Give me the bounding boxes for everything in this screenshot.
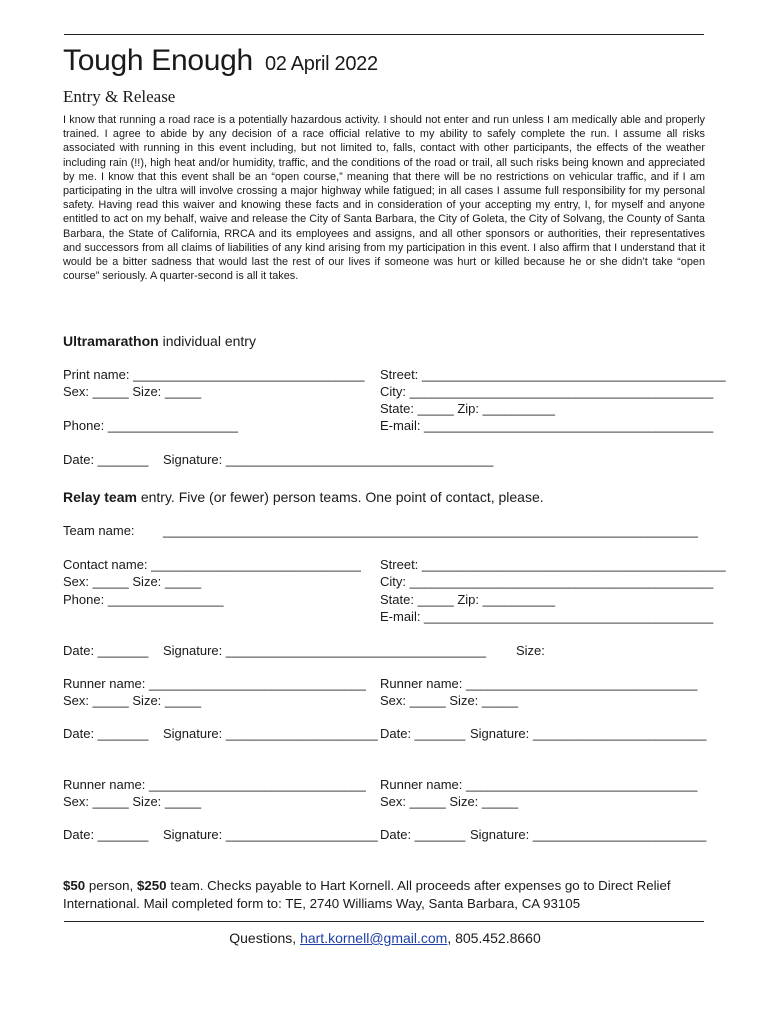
ultra-heading-bold: Ultramarathon — [63, 333, 159, 349]
runner-4-signature-field[interactable]: Signature: ________________________ — [470, 827, 707, 842]
bottom-rule — [64, 921, 704, 922]
contact-phone: , 805.452.8660 — [447, 930, 541, 946]
ultra-print-name-field[interactable]: Print name: ________________________________ — [63, 367, 365, 382]
questions-prefix: Questions, — [229, 930, 301, 946]
ultra-heading — [63, 333, 256, 349]
ultra-heading-rest: individual entry — [158, 333, 256, 349]
form-subtitle: Entry & Release — [63, 87, 176, 106]
price-person: $50 — [63, 878, 86, 893]
team-name-label: Team name: — [63, 523, 135, 538]
relay-heading-rest: entry. Five (or fewer) person teams. One point of contact, please. — [136, 489, 544, 505]
ultra-email-field[interactable]: E-mail: ________________________________________ — [380, 418, 714, 433]
runner-1-name-field[interactable]: Runner name: ______________________________ — [63, 676, 366, 691]
runner-4-name-field[interactable]: Runner name: ________________________________ — [380, 777, 698, 792]
ultra-city-field[interactable]: City: __________________________________________ — [380, 384, 714, 399]
team-name-field[interactable]: __________________________________________________________________________ — [163, 523, 699, 538]
price-team: $250 — [136, 878, 167, 893]
contact-name-field[interactable]: Contact name: _____________________________ — [63, 557, 361, 572]
runner-2-date-field[interactable]: Date: _______ — [380, 726, 466, 741]
runner-2-name-field[interactable]: Runner name: ________________________________ — [380, 676, 698, 691]
questions-line — [0, 930, 770, 946]
relay-email-field[interactable]: E-mail: ________________________________________ — [380, 609, 714, 624]
relay-size-label: Size: — [516, 643, 545, 658]
runner-2-sex-size-field[interactable]: Sex: _____ Size: _____ — [380, 693, 519, 708]
runner-2-signature-field[interactable]: Signature: ________________________ — [470, 726, 707, 741]
relay-state-zip-field[interactable]: State: _____ Zip: __________ — [380, 592, 555, 607]
runner-1-signature-field[interactable]: Signature: _____________________ — [163, 726, 378, 741]
ultra-state-zip-field[interactable]: State: _____ Zip: __________ — [380, 401, 555, 416]
ultra-sex-size-field[interactable]: Sex: _____ Size: _____ — [63, 384, 202, 399]
runner-3-name-field[interactable]: Runner name: ______________________________ — [63, 777, 366, 792]
waiver-text: I know that running a road race is a potentially hazardous activity. I should not enter and run unless I am medically able and properly trained. I agree to abide by any decision of a race official relative to my ability to safely complete the run. I assume all risks associated with running in this event including, but not limited to, falls, contact with other participants, the effects of the weather including rain (!!), high heat and/or humidity, traffic, and the conditions of the road or trail, all such risks being known and appreciated by me. I know that this event shall be an “open course,” meaning that there will be no restrictions on vehicular traffic, and if I am participating in the ultra will involve crossing a major highway while fatigued; in all cases I assume full responsibility for my personal safety. Having read this waiver and knowing these facts and in consideration of your accepting my entry, I, for myself and anyone entitled to act on my behalf, waive and release the City of Santa Barbara, the City of Goleta, the City of Solvang, the County of Santa Barbara, the State of California, RRCA and its employees and assigns, and all other sponsors or authorities, their representatives and successors from all claims of liabilities of any kind arising from my participation in this event. I also affirm that I understand that it would be a bitter sadness that would last the rest of our lives if someone was hurt or killed because he or she didn’t take “open course” seriously. A quarter-second is all it takes. — [63, 114, 705, 283]
ultra-street-field[interactable]: Street: __________________________________________ — [380, 367, 726, 382]
relay-signature-field[interactable]: Signature: ____________________________________ — [163, 643, 487, 658]
ultra-date-field[interactable]: Date: _______ — [63, 452, 149, 467]
top-rule — [64, 34, 704, 35]
relay-date-field[interactable]: Date: _______ — [63, 643, 149, 658]
event-date: 02 April 2022 — [264, 53, 378, 75]
relay-heading — [63, 489, 544, 505]
runner-4-sex-size-field[interactable]: Sex: _____ Size: _____ — [380, 794, 519, 809]
runner-3-date-field[interactable]: Date: _______ — [63, 827, 149, 842]
contact-phone-field[interactable]: Phone: ________________ — [63, 592, 224, 607]
relay-city-field[interactable]: City: __________________________________________ — [380, 574, 714, 589]
title-text: Tough Enough — [63, 44, 253, 77]
ultra-signature-field[interactable]: Signature: _____________________________________ — [163, 452, 494, 467]
payment-details: team. Checks payable to Hart Kornell. All proceeds after expenses go to Direct Relief International. Mail completed form to: TE, 2740 Williams Way, Santa Barbara, CA 93105 — [63, 878, 671, 911]
person-label: person, — [85, 878, 137, 893]
ultra-phone-field[interactable]: Phone: __________________ — [63, 418, 238, 433]
payment-info — [63, 877, 703, 913]
runner-3-signature-field[interactable]: Signature: _____________________ — [163, 827, 378, 842]
runner-4-date-field[interactable]: Date: _______ — [380, 827, 466, 842]
relay-street-field[interactable]: Street: __________________________________________ — [380, 557, 726, 572]
relay-heading-bold: Relay team — [63, 489, 137, 505]
contact-sex-size-field[interactable]: Sex: _____ Size: _____ — [63, 574, 202, 589]
runner-1-date-field[interactable]: Date: _______ — [63, 726, 149, 741]
contact-email-link[interactable]: hart.kornell@gmail.com — [300, 930, 448, 946]
page-title — [63, 44, 378, 78]
runner-1-sex-size-field[interactable]: Sex: _____ Size: _____ — [63, 693, 202, 708]
runner-3-sex-size-field[interactable]: Sex: _____ Size: _____ — [63, 794, 202, 809]
